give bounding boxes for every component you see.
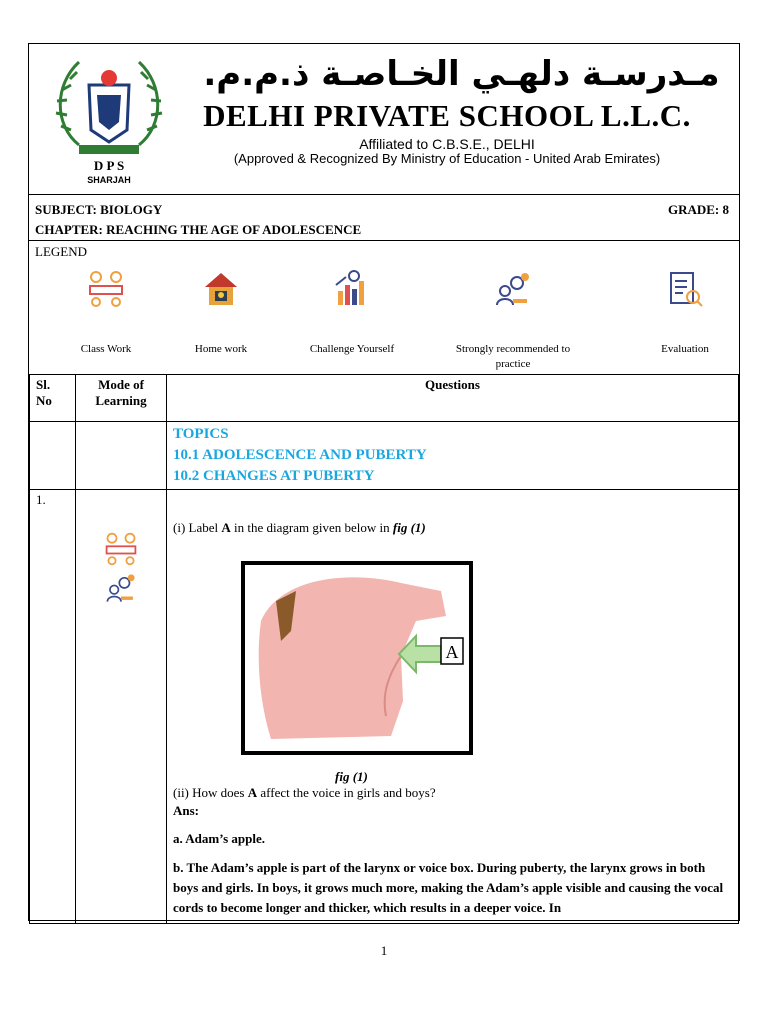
question-cell: [167, 490, 739, 924]
col-header-mode: Mode of Learning: [76, 375, 167, 422]
answer-b: b. The Adam’s apple is part of the larynx or voice box. During puberty, the larynx grows in both boys and girls. In boys, it grows much more, making the Adam’s apple visible and causing the vocal cords to become longer and thicker, which results in a deeper voice. In: [173, 860, 724, 915]
school-header: [29, 44, 739, 194]
mode-cell: [76, 490, 167, 924]
legend-label: Evaluation: [661, 343, 709, 355]
chart-gear-icon: [332, 269, 372, 309]
approval-text: (Approved & Recognized By Ministry of Education - United Arab Emirates): [233, 151, 661, 166]
legend-recommended: [448, 269, 578, 372]
answer-label: Ans:: [173, 803, 200, 818]
legend-class-work: [41, 269, 171, 357]
topics-row: [30, 422, 739, 490]
divider: [29, 240, 739, 241]
questions-table: [29, 374, 739, 924]
chapter-label: CHAPTER: REACHING THE AGE OF ADOLESCENCE: [35, 222, 362, 237]
row-number: 1.: [30, 490, 76, 924]
topic-item: 10.2 CHANGES AT PUBERTY: [173, 468, 375, 484]
legend-label: Challenge Yourself: [309, 343, 395, 355]
divider: [29, 194, 739, 195]
topic-item: 10.1 ADOLESCENCE AND PUBERTY: [173, 447, 427, 463]
svg-text:SHARJAH: SHARJAH: [87, 175, 131, 185]
house-icon: [201, 269, 241, 309]
legend-label: Home work: [194, 343, 248, 355]
affiliation-text: Affiliated to C.B.S.E., DELHI: [359, 136, 535, 152]
svg-text:D P S: D P S: [93, 158, 125, 173]
question-i: (i) Label A in the diagram given below in fig (1): [173, 520, 426, 535]
arabic-school-name: مـدرسـة دلهـي الخـاصـة ذ.م.م.: [203, 54, 720, 94]
figure-caption: fig (1): [335, 769, 368, 784]
group-icon: [86, 269, 126, 309]
subject-label: SUBJECT: BIOLOGY: [35, 202, 163, 217]
person-gear-icon: [493, 269, 533, 309]
checklist-icon: [665, 269, 705, 309]
grade-label: GRADE: 8: [667, 202, 729, 217]
figure-label-a: A: [445, 642, 459, 662]
legend-home-work: [156, 269, 286, 357]
table-row: [30, 490, 739, 924]
legend-label: Class Work: [80, 343, 132, 355]
person-gear-icon: [104, 571, 138, 605]
neck-figure: [241, 561, 473, 755]
school-logo: [49, 50, 169, 185]
page-number: 1: [380, 943, 388, 958]
legend-title: LEGEND: [35, 244, 87, 259]
worksheet-page: [28, 43, 740, 921]
col-header-sl: Sl. No: [30, 375, 76, 422]
table-header-row: [30, 375, 739, 422]
legend-label: Strongly recommended to practice: [455, 343, 571, 370]
legend-evaluation: [620, 269, 750, 357]
topics-heading: TOPICS: [173, 426, 229, 442]
group-icon: [103, 531, 139, 567]
legend-challenge: [287, 269, 417, 357]
school-name: DELHI PRIVATE SCHOOL L.L.C.: [203, 98, 691, 133]
question-ii: (ii) How does A affect the voice in girls and boys?: [173, 785, 436, 800]
answer-a: a. Adam’s apple.: [173, 831, 265, 846]
col-header-questions: Questions: [167, 375, 739, 422]
